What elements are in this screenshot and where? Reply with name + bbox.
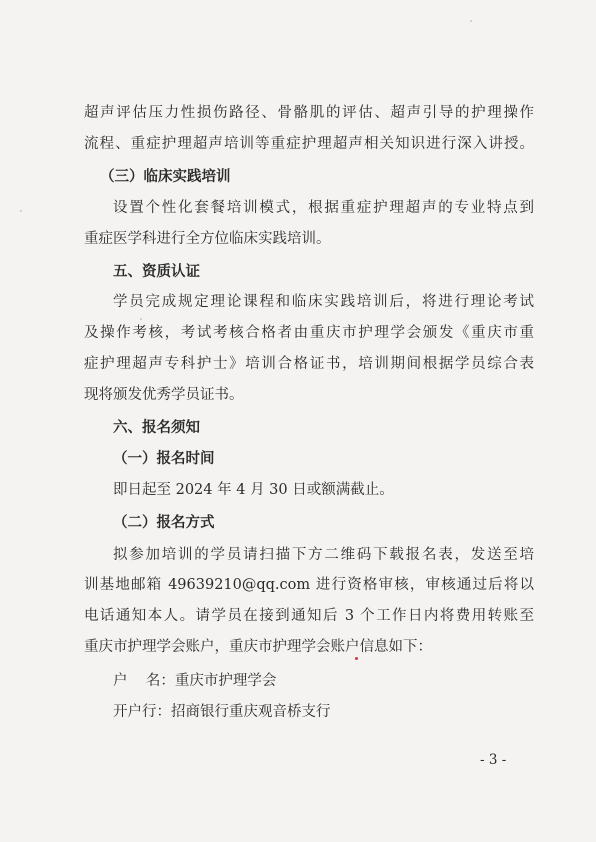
paragraph-line: 现将颁发优秀学员证书。 [84, 387, 244, 403]
paragraph-line: 训基地邮箱 49639210@qq.com 进行资格审核，审核通过后将以 [84, 577, 534, 593]
paragraph-line: 设置个性化套餐培训模式，根据重症护理超声的专业特点到 [113, 200, 534, 216]
subheading-registration-time: （一）报名时间 [113, 450, 215, 467]
bank-branch-line: 开户行：招商银行重庆观音桥支行 [113, 704, 331, 720]
scan-speck [470, 20, 472, 22]
subheading-registration-method: （二）报名方式 [113, 514, 215, 531]
scan-speck [20, 210, 22, 212]
scan-speck [140, 318, 142, 320]
section-heading-registration: 六、报名须知 [113, 419, 200, 436]
paragraph-line: 电话通知本人。请学员在接到通知后 3 个工作日内将费用转账至 [84, 608, 534, 624]
paragraph-line: 重庆市护理学会账户，重庆市护理学会账户信息如下： [84, 639, 432, 655]
paragraph-line: 学员完成规定理论课程和临床实践培训后，将进行理论考试 [113, 294, 534, 310]
paragraph-line: 即日起至 2024 年 4 月 30 日或额满截止。 [113, 482, 394, 498]
page-number: - 3 - [480, 752, 507, 768]
paragraph-line: 超声评估压力性损伤路径、骨骼肌的评估、超声引导的护理操作 [84, 105, 534, 121]
paragraph-line: 及操作考核，考试考核合格者由重庆市护理学会颁发《重庆市重 [84, 325, 534, 341]
paragraph-line: 流程、重症护理超声培训等重症护理超声相关知识进行深入讲授。 [84, 136, 534, 152]
paragraph-line: 重症医学科进行全方位临床实践培训。 [84, 231, 331, 247]
red-ink-dot [355, 657, 358, 660]
section-heading-qualification: 五、资质认证 [113, 263, 200, 280]
paragraph-line: 拟参加培训的学员请扫描下方二维码下载报名表，发送至培 [113, 547, 534, 563]
section-heading-clinical-practice: （三）临床实践培训 [100, 168, 231, 185]
paragraph-line: 症护理超声专科护士》培训合格证书，培训期间根据学员综合表 [84, 356, 534, 372]
account-name-line: 户 名：重庆市护理学会 [113, 673, 277, 689]
